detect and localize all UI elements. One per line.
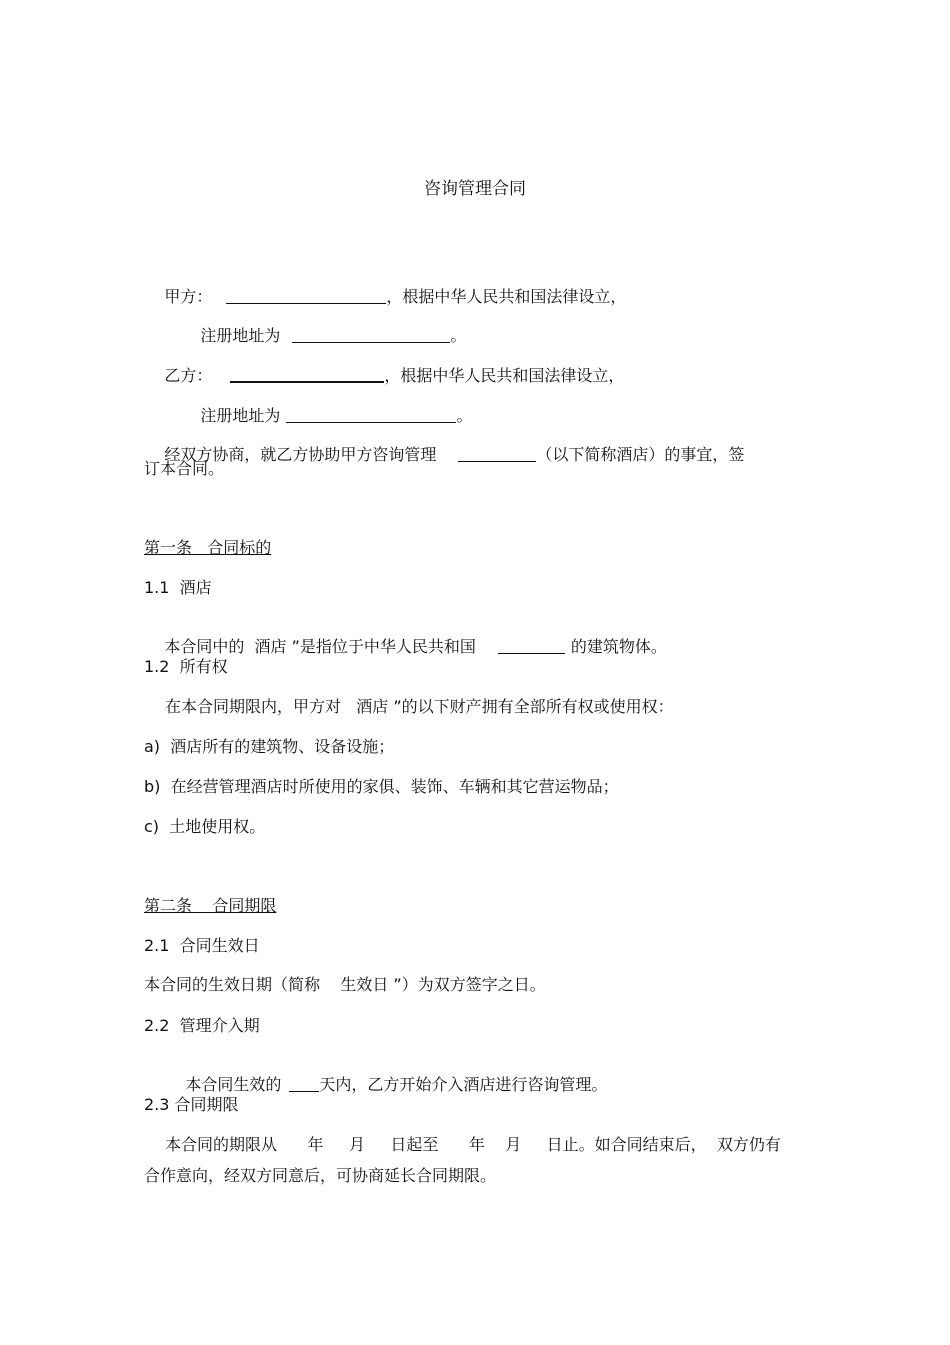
- party-b-address-end: 。: [456, 406, 473, 425]
- intro-line-2: 订本合同。: [144, 459, 225, 478]
- document-title: 咨询管理合同: [424, 179, 526, 199]
- intro-line-1: [144, 425, 744, 485]
- intro-hotel-blank: [458, 445, 536, 462]
- party-a-label: 甲方：: [164, 287, 213, 306]
- section-2-2-days-blank: [289, 1075, 319, 1092]
- party-a-name-blank: [226, 287, 386, 304]
- party-b-address-label: 注册地址为: [200, 406, 281, 425]
- party-a-suffix: ，根据中华人民共和国法律设立，: [386, 287, 627, 306]
- party-a-address-end: 。: [450, 326, 467, 345]
- section-1-1-text-b: 的建筑物体。: [570, 637, 667, 656]
- intro-text-a: 经双方协商，就乙方协助甲方咨询管理: [164, 445, 437, 464]
- section-2-3-text-line-2: 合作意向，经双方同意后，可协商延长合同期限。: [144, 1166, 497, 1185]
- list-item: a) 酒店所有的建筑物、设备设施；: [144, 737, 395, 756]
- party-b-suffix: ，根据中华人民共和国法律设立，: [384, 366, 625, 385]
- list-item: b) 在经营管理酒店时所使用的家俱、装饰、车辆和其它营运物品；: [144, 777, 619, 796]
- intro-text-b: （以下简称酒店）的事宜，签: [536, 445, 745, 464]
- section-2-1-text: 本合同的生效日期（简称 生效日 ”）为双方签字之日。: [144, 975, 546, 994]
- party-b-label: 乙方：: [164, 366, 213, 385]
- party-b-name-blank: [230, 365, 384, 383]
- section-1-2-text: 在本合同期限内，甲方对 酒店 ”的以下财产拥有全部所有权或使用权：: [165, 697, 674, 716]
- list-item: c) 土地使用权。: [144, 817, 266, 836]
- section-1-1-text-a: 本合同中的 酒店 ”是指位于中华人民共和国: [164, 637, 476, 656]
- section-1-1-blank: [498, 637, 565, 654]
- party-a-address-label: 注册地址为: [200, 326, 281, 345]
- article-2-heading: 第二条 合同期限: [144, 896, 277, 915]
- section-2-2-text-a: 本合同生效的: [185, 1075, 282, 1094]
- section-2-3-title: 2.3 合同期限: [144, 1095, 239, 1114]
- section-2-2-text-b: 天内，乙方开始介入酒店进行咨询管理。: [319, 1075, 608, 1094]
- section-2-2-title: 2.2 管理介入期: [144, 1016, 260, 1035]
- party-b-address-blank: [286, 406, 456, 423]
- section-1-2-title: 1.2 所有权: [144, 657, 228, 676]
- article-1-heading: 第一条 合同标的: [144, 538, 272, 557]
- section-2-1-title: 2.1 合同生效日: [144, 936, 260, 955]
- party-a-address-blank: [292, 326, 450, 343]
- section-1-1-title: 1.1 酒店: [144, 578, 212, 597]
- section-2-3-text-line-1: 本合同的期限从 年 月 日起至 年 月 日止。如合同结束后， 双方仍有: [165, 1135, 781, 1154]
